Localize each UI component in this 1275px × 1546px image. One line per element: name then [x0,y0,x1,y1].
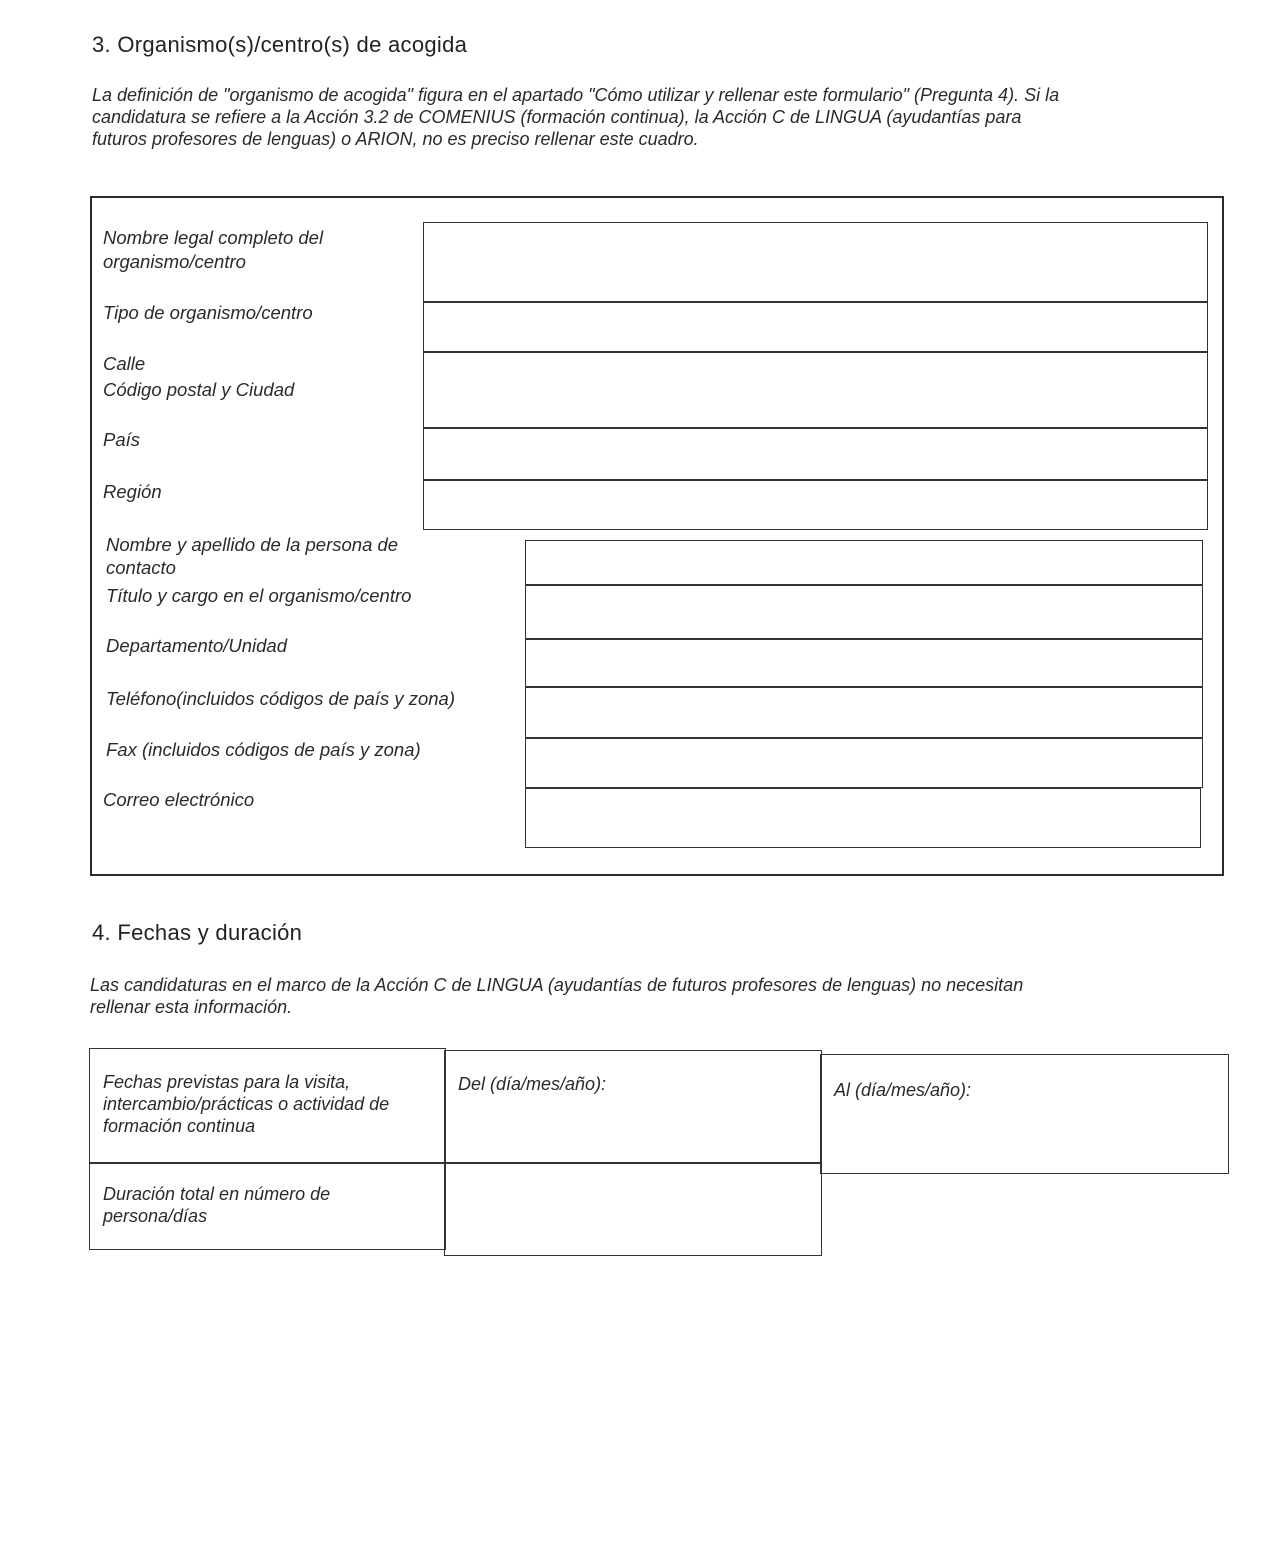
label-telefono: Teléfono(incluidos códigos de país y zona) [106,688,455,709]
section-4-heading: 4. Fechas y duración [92,920,303,945]
region-field[interactable] [423,480,1208,530]
label-calle: Calle [103,353,146,374]
duracion-value-cell[interactable] [444,1162,822,1256]
correo-field[interactable] [525,788,1201,848]
section-3-heading: 3. Organismo(s)/centro(s) de acogida [92,32,468,57]
duracion-label [103,1183,330,1227]
fechas-label [103,1071,389,1137]
label-correo: Correo electrónico [103,789,255,810]
section-4-intro-line: Las candidaturas en el marco de la Acción C de LINGUA (ayudantías de futuros profesores de lenguas) no necesitan [90,975,1024,995]
telefono-field[interactable] [525,687,1203,738]
contacto-field[interactable] [525,540,1203,585]
fecha-al-label: Al (día/mes/año): [834,1080,972,1100]
fax-field[interactable] [525,738,1203,788]
fecha-del-cell[interactable] [444,1050,822,1164]
nombre-legal-field[interactable] [423,222,1208,302]
label-nombre-legal-cont: organismo/centro [103,251,246,272]
fecha-del-label: Del (día/mes/año): [458,1074,607,1094]
fechas-label-line: formación continua [103,1116,256,1136]
section-3-intro-line: La definición de "organismo de acogida" figura en el apartado "Cómo utilizar y rellenar este formulario" (Pregunta 4). Si la [92,85,1060,105]
label-titulo-cargo: Título y cargo en el organismo/centro [106,585,412,606]
duracion-label-line: persona/días [103,1206,208,1226]
titulo-cargo-field[interactable] [525,585,1203,639]
label-region: Región [103,481,162,502]
section-4-intro-line: rellenar esta información. [90,997,293,1017]
section-3-intro-line: futuros profesores de lenguas) o ARION, no es preciso rellenar este cuadro. [92,129,699,149]
pais-field[interactable] [423,428,1208,480]
label-codigo-postal: Código postal y Ciudad [103,379,295,400]
fecha-al-cell[interactable] [820,1054,1229,1174]
duracion-label-cell [89,1162,446,1250]
section-4-intro [90,974,1212,1018]
fechas-label-line: intercambio/prácticas o actividad de [103,1094,390,1114]
section-3-intro-line: candidatura se refiere a la Acción 3.2 de COMENIUS (formación continua), la Acción C de LINGUA (ayudantías para [92,107,1022,127]
fechas-label-cell [89,1048,446,1164]
label-nombre-legal: Nombre legal completo del [103,227,324,248]
label-contacto-cont: contacto [106,557,176,578]
label-departamento: Departamento/Unidad [106,635,287,656]
label-fax: Fax (incluidos códigos de país y zona) [106,739,421,760]
section-3-intro [92,84,1224,150]
fechas-label-line: Fechas previstas para la visita, [103,1072,351,1092]
direccion-field[interactable] [423,352,1208,428]
label-contacto: Nombre y apellido de la persona de [106,534,399,555]
departamento-field[interactable] [525,639,1203,687]
duracion-label-line: Duración total en número de [103,1184,331,1204]
label-tipo: Tipo de organismo/centro [103,302,313,323]
label-pais: País [103,429,141,450]
tipo-field[interactable] [423,302,1208,352]
